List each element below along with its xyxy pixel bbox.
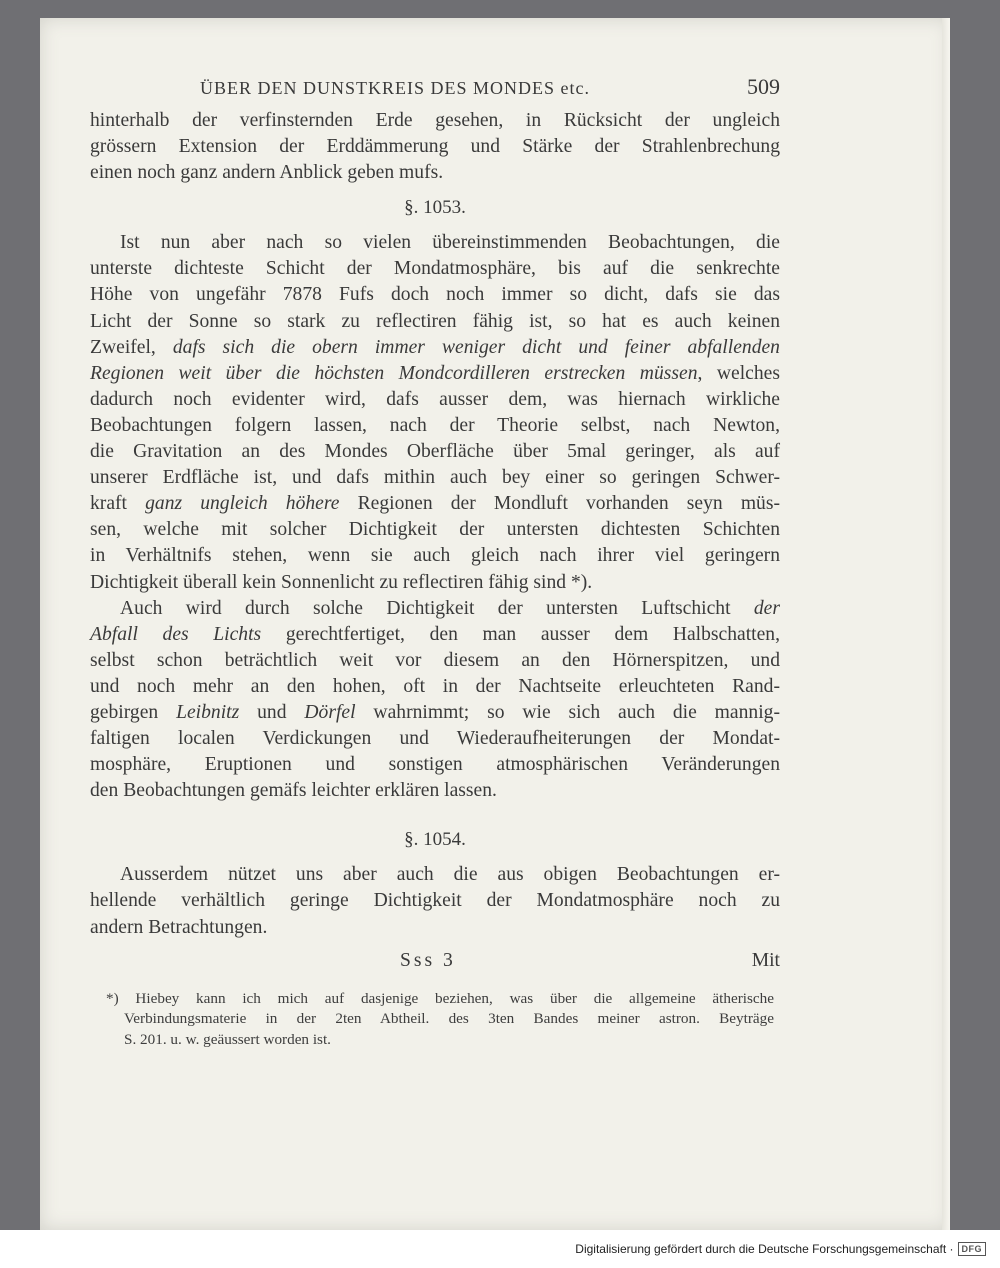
page-edge bbox=[942, 18, 950, 1230]
text-line: unterste dichteste Schicht der Mondatmosphäre, bis auf die senkrechte bbox=[90, 258, 780, 280]
paragraph-1053-a bbox=[90, 230, 780, 595]
text-line: unserer Erdfläche ist, und dafs mithin auch bey einer so geringen Schwer- bbox=[90, 467, 780, 489]
italic-span: Abfall des Lichts bbox=[90, 623, 262, 645]
text-line: andern Betrachtungen. bbox=[90, 916, 268, 938]
footnote-line: *) Hiebey kann ich mich auf dasjenige beziehen, was über die allgemeine ätherische bbox=[106, 989, 774, 1007]
text-span: Auch wird durch solche Dichtigkeit der untersten Luftschicht bbox=[120, 597, 754, 619]
text-line bbox=[90, 361, 780, 387]
text-span: kraft bbox=[90, 493, 146, 515]
page-text bbox=[90, 74, 780, 1050]
section-heading-1053: §. 1053. bbox=[404, 197, 466, 219]
text-line: in Verhältnifs stehen, wenn sie auch gleich nach ihrer viel geringern bbox=[90, 545, 780, 567]
text-line bbox=[90, 700, 780, 726]
text-line bbox=[90, 596, 780, 622]
text-line: Ausserdem nützet uns aber auch die aus obigen Beobachtungen er- bbox=[120, 864, 780, 886]
page-number: 509 bbox=[747, 74, 780, 99]
text-span: gebirgen bbox=[90, 701, 177, 723]
text-line: sen, welche mit solcher Dichtigkeit der untersten dichtesten Schichten bbox=[90, 519, 780, 541]
dfg-logo-icon: DFG bbox=[958, 1242, 987, 1256]
running-head bbox=[200, 74, 780, 108]
italic-span: ganz ungleich höhere bbox=[145, 493, 340, 515]
text-span: Zweifel, bbox=[90, 336, 173, 358]
text-line: einen noch ganz andern Anblick geben mufs. bbox=[90, 162, 444, 184]
italic-span: Regionen weit über die höchsten Mondcordilleren erstrecken müssen bbox=[90, 362, 698, 384]
digitization-credit-bar bbox=[0, 1230, 1000, 1268]
footnote-line: Verbindungsmaterie in der 2ten Abtheil. des 3ten Bandes meiner astron. Beyträge bbox=[124, 1010, 774, 1028]
credit-text: Digitalisierung gefördert durch die Deutsche Forschungsgemeinschaft · bbox=[575, 1242, 954, 1256]
catchword: Mit bbox=[751, 949, 780, 971]
text-line: hinterhalb der verfinsternden Erde gesehen, in Rücksicht der ungleich bbox=[90, 110, 780, 131]
text-line: mosphäre, Eruptionen und sonstigen atmosphärischen Veränderungen bbox=[90, 754, 780, 776]
text-line: Licht der Sonne so stark zu reflectiren fähig ist, so hat es auch keinen bbox=[90, 310, 780, 332]
text-line: grössern Extension der Erddämmerung und Stärke der Strahlenbrechung bbox=[90, 136, 780, 158]
footnote-line: S. 201. u. w. geäussert worden ist. bbox=[124, 1030, 331, 1048]
text-span: , welches bbox=[697, 362, 780, 384]
text-line: selbst schon beträchtlich weit vor diesem an den Hörnerspitzen, und bbox=[90, 649, 780, 671]
text-line: hellende verhältlich geringe Dichtigkeit der Mondatmosphäre noch zu bbox=[90, 890, 780, 912]
text-line: faltigen localen Verdickungen und Wiederaufheiterungen der Mondat- bbox=[90, 728, 780, 750]
text-line: Höhe von ungefähr 7878 Fufs doch noch immer so dicht, dafs sie das bbox=[90, 284, 780, 306]
italic-span: Leibnitz bbox=[176, 701, 240, 723]
text-span: wahrnimmt; so wie sich auch die mannig- bbox=[355, 701, 780, 723]
text-line: die Gravitation an des Mondes Oberfläche über 5mal geringer, als auf bbox=[90, 441, 780, 463]
italic-span: der bbox=[753, 597, 780, 619]
paragraph-1053-b bbox=[90, 596, 780, 805]
text-line bbox=[90, 491, 780, 517]
footnote bbox=[90, 989, 774, 1051]
italic-span: Dörfel bbox=[304, 701, 356, 723]
text-line: Dichtigkeit überall kein Sonnenlicht zu reflectiren fähig sind *). bbox=[90, 571, 593, 593]
text-line: und noch mehr an den hohen, oft in der Nachtseite erleuchteten Rand- bbox=[90, 675, 780, 697]
text-span: gerechtfertiget, den man ausser dem Halbschatten, bbox=[261, 623, 781, 645]
printer-signature: Sss 3 bbox=[400, 949, 456, 971]
text-line bbox=[90, 622, 780, 648]
text-line: dadurch noch evidenter wird, dafs ausser dem, was hiernach wirkliche bbox=[90, 388, 780, 410]
text-span: Regionen der Mondluft vorhanden seyn müs- bbox=[339, 493, 781, 515]
text-line: Ist nun aber nach so vielen übereinstimmenden Beobachtungen, die bbox=[120, 232, 780, 254]
text-span: und bbox=[239, 701, 305, 723]
paragraph-1054 bbox=[90, 862, 780, 940]
signature-line bbox=[90, 943, 780, 979]
text-line: Beobachtungen folgern lassen, nach der Theorie selbst, nach Newton, bbox=[90, 414, 780, 436]
book-page bbox=[40, 18, 950, 1230]
running-title: ÜBER DEN DUNSTKREIS DES MONDES etc. bbox=[200, 78, 590, 98]
text-line: den Beobachtungen gemäfs leichter erklären lassen. bbox=[90, 780, 497, 802]
italic-span: dafs sich die obern immer weniger dicht und feiner abfallenden bbox=[172, 336, 780, 358]
section-heading-1054: §. 1054. bbox=[404, 829, 466, 851]
top-paragraph bbox=[90, 108, 780, 186]
text-line bbox=[90, 335, 780, 361]
